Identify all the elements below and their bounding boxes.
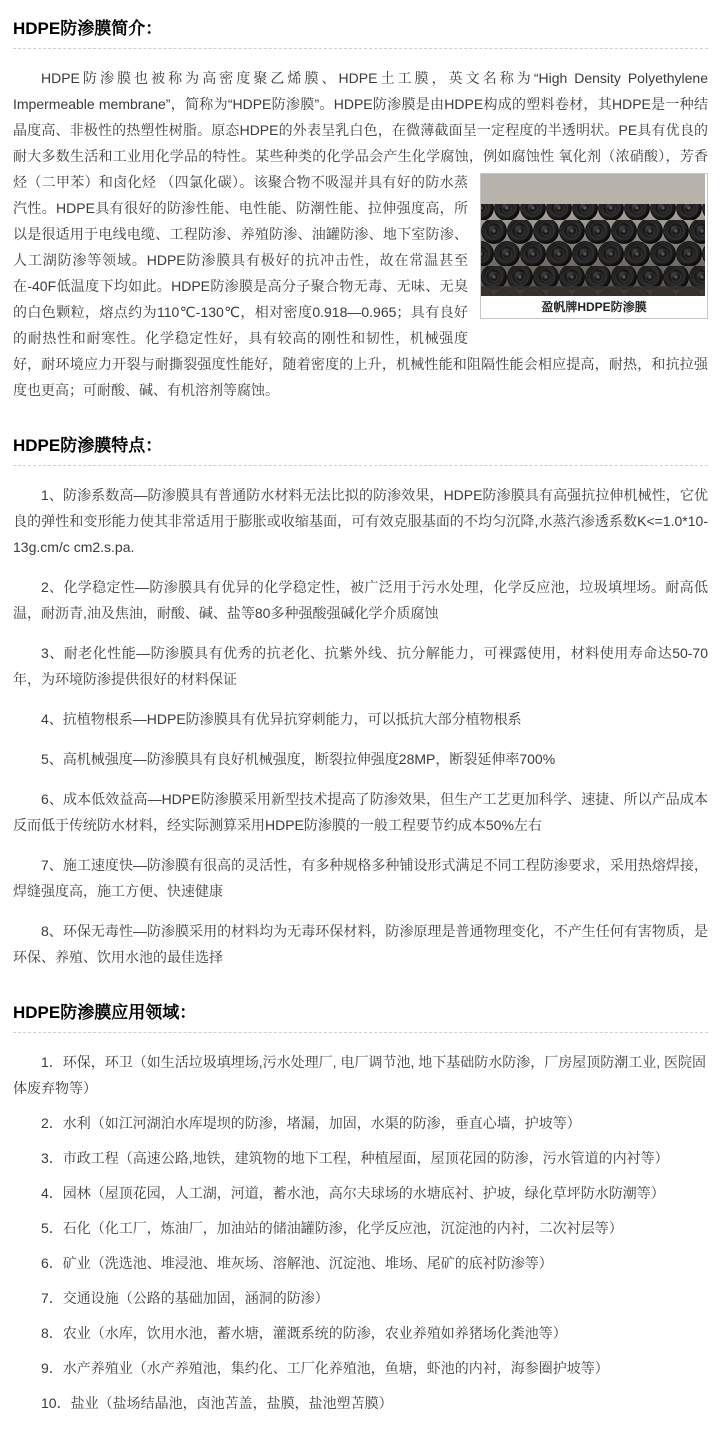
- application-item-1: 1．环保，环卫（如生活垃圾填埋场,污水处理厂, 电厂调节池, 地下基础防水防渗，厂房屋顶防潮工业, 医院固体废弃物等）: [13, 1054, 707, 1096]
- application-item-4: 4．园林（屋顶花园，人工湖，河道，蓄水池，高尔夫球场的水塘底衬、护坡，绿化草坪防水防潮等）: [41, 1185, 665, 1201]
- applications-heading: HDPE防渗膜应用领域：: [13, 994, 708, 1033]
- application-item-6: 6．矿业（洗选池、堆浸池、堆灰场、溶解池、沉淀池、堆场、尾矿的底衬防渗等）: [41, 1255, 553, 1271]
- features-list: [13, 482, 708, 970]
- intro-text-before-photo: HDPE防渗膜也被称为高密度聚乙烯膜、HDPE土工膜，英文名称为“High Density Polyethylene Impermeable membrane”，简称为“HDPE防渗膜”。HDPE防渗膜是由HDPE构成的塑料卷材，其HDPE是一种结晶度高、非极性的热塑性树脂。原态HDPE的外表呈乳白色，在微薄截面呈一定程度的半透明状。PE具有优良的耐大多数生活和工业用化学品的特性。某些种类的化学品会产生化学腐蚀，例如腐蚀性: [13, 70, 708, 164]
- feature-item-8: 8、环保无毒性—防渗膜采用的材料均为无毒环保材料，防渗原理是普通物理变化，不产生任何有害物质，是环保、养殖、饮用水池的最佳选择: [13, 923, 708, 965]
- feature-item-1: 1、防渗系数高—防渗膜具有普通防水材料无法比拟的防渗效果，HDPE防渗膜具有高强抗拉伸机械性，它优良的弹性和变形能力使其非常适用于膨胀或收缩基面，可有效克服基面的不均匀沉降,水蒸汽渗透系数K<=1.0*10-13g.cm/c cm2.s.pa.: [13, 487, 708, 555]
- feature-item-7: 7、施工速度快—防渗膜有很高的灵活性，有多种规格多种铺设形式满足不同工程防渗要求，采用热熔焊接，焊缝强度高，施工方便、快速健康: [13, 857, 708, 899]
- product-photo: [481, 174, 705, 296]
- application-item-3: 3．市政工程（高速公路,地铁，建筑物的地下工程，种植屋面，屋顶花园的防渗，污水管道的内衬等）: [41, 1150, 669, 1166]
- application-item-8: 8．农业（水库，饮用水池，蓄水塘，灌溉系统的防渗，农业养殖如养猪场化粪池等）: [41, 1325, 567, 1341]
- product-photo-box: [480, 173, 708, 319]
- feature-item-5: 5、高机械强度—防渗膜具有良好机械强度，断裂拉伸强度28MP，断裂延伸率700%: [41, 751, 556, 767]
- application-item-9: 9．水产养殖业（水产养殖池，集约化、工厂化养殖池，鱼塘，虾池的内衬，海参圈护坡等）: [41, 1360, 609, 1376]
- product-photo-caption: 盈帆牌HDPE防渗膜: [481, 296, 707, 318]
- application-item-7: 7．交通设施（公路的基础加固，涵洞的防渗）: [41, 1290, 329, 1306]
- intro-text-after-photo: 氧化剂（浓硝酸），芳香烃（二甲苯）和卤化烃 （四氯化碳）。该聚合物不吸湿并具有好的防水蒸汽性。HDPE具有很好的防渗性能、电性能、防潮性能、拉伸强度高，所以是很适用于电线电缆、工程防渗、养殖防渗、油罐防渗、地下室防渗、人工湖防渗等领域。HDPE防渗膜具有极好的抗冲击性，故在常温甚至在-40F低温度下均如此。HDPE防渗膜是高分子聚合物无毒、无味、无臭的白色颗粒，熔点约为110℃-130℃，相对密度0.918—0.965；具有良好的耐热性和耐寒性。化学稳定性好，具有较高的刚性和韧性，机械强度好，耐环境应力开裂与耐撕裂强度性能好，随着密度的上升，机械性能和阻隔性能会相应提高，耐热，和抗拉强度也更高；可耐酸、碱、有机溶剂等腐蚀。: [13, 148, 709, 398]
- intro-heading: HDPE防渗膜简介：: [13, 10, 708, 49]
- intro-paragraph: [13, 65, 708, 403]
- application-item-5: 5．石化（化工厂，炼油厂，加油站的储油罐防渗，化学反应池，沉淀池的内衬，二次衬层等）: [41, 1220, 623, 1236]
- feature-item-2: 2、化学稳定性—防渗膜具有优异的化学稳定性，被广泛用于污水处理，化学反应池，垃圾填埋场。耐高低温，耐沥青,油及焦油，耐酸、碱、盐等80多种强酸强碱化学介质腐蚀: [13, 579, 708, 621]
- feature-item-4: 4、抗植物根系—HDPE防渗膜具有优异抗穿刺能力，可以抵抗大部分植物根系: [41, 711, 522, 727]
- applications-list: [13, 1049, 708, 1416]
- application-item-2: 2．水利（如江河湖泊水库堤坝的防渗，堵漏，加固，水渠的防渗，垂直心墙，护坡等）: [41, 1115, 581, 1131]
- feature-item-6: 6、成本低效益高—HDPE防渗膜采用新型技术提高了防渗效果，但生产工艺更加科学、速捷、所以产品成本反而低于传统防水材料，经实际测算采用HDPE防渗膜的一般工程要节约成本50%左右: [13, 791, 708, 833]
- features-heading: HDPE防渗膜特点：: [13, 427, 708, 466]
- feature-item-3: 3、耐老化性能—防渗膜具有优秀的抗老化、抗紫外线、抗分解能力，可裸露使用，材料使用寿命达50-70年，为环境防渗提供很好的材料保证: [13, 645, 708, 687]
- application-item-10: 10．盐业（盐场结晶池，卤池苫盖，盐膜，盐池塑苫膜）: [41, 1395, 393, 1411]
